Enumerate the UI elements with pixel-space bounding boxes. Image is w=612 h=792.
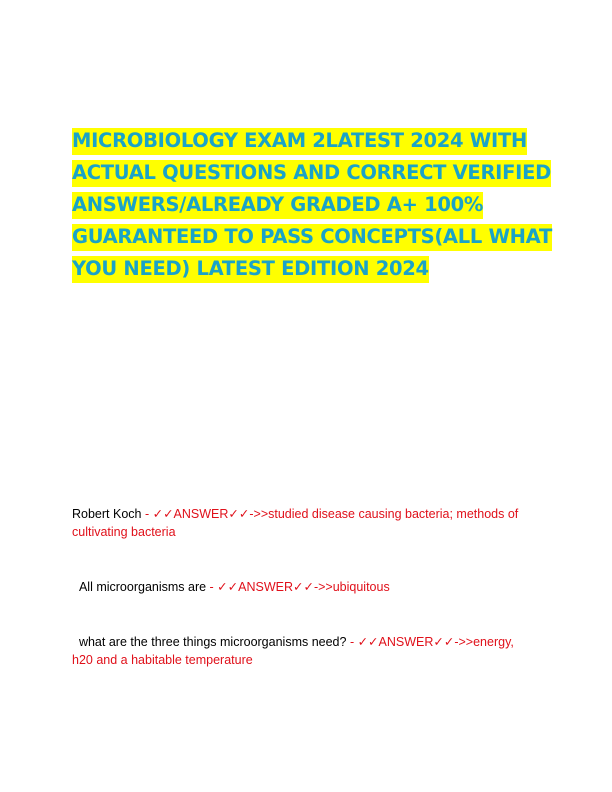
question-text: All microorganisms are	[72, 580, 207, 594]
title-line-text: YOU NEED) LATEST EDITION 2024	[72, 256, 429, 283]
question-text: Robert Koch	[72, 507, 142, 521]
answer-text: - ✓✓ANSWER✓✓->>ubiquitous	[206, 580, 390, 594]
title-line	[72, 125, 532, 157]
title-line-text: GUARANTEED TO PASS CONCEPTS(ALL WHAT	[72, 224, 552, 251]
title-line	[72, 189, 532, 221]
title-line	[72, 253, 532, 285]
qa-item-three-things	[72, 633, 534, 669]
qa-item-robert-koch	[72, 505, 534, 541]
title-line	[72, 157, 551, 189]
question-text: what are the three things microorganisms need?	[72, 635, 347, 649]
title-line-text: ACTUAL QUESTIONS AND CORRECT VERIFIED	[72, 160, 551, 187]
document-title	[72, 125, 552, 285]
title-line-text: MICROBIOLOGY EXAM 2LATEST 2024 WITH	[72, 128, 527, 155]
qa-item-all-microorganisms	[72, 578, 534, 596]
answer-text: - ✓✓ANSWER✓✓->>energy, h20 and a habitable temperature	[72, 635, 518, 667]
answer-text: - ✓✓ANSWER✓✓->>studied disease causing bacteria; methods of cultivating bacteria	[72, 507, 522, 539]
title-line	[72, 221, 552, 253]
title-line-text: ANSWERS/ALREADY GRADED A+ 100%	[72, 192, 483, 219]
